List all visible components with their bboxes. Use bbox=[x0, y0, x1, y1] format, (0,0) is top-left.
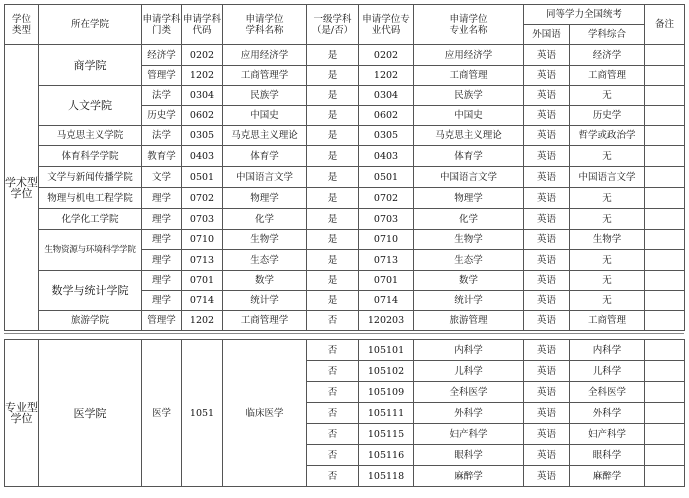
data-cell: 数学 bbox=[414, 271, 524, 291]
data-cell: 英语 bbox=[524, 340, 570, 361]
data-cell: 内科学 bbox=[570, 340, 645, 361]
data-cell: 管理学 bbox=[142, 311, 182, 331]
data-cell: 英语 bbox=[524, 403, 570, 424]
header-major-code: 申请学位专 业代码 bbox=[359, 5, 414, 45]
remarks-cell bbox=[645, 250, 685, 271]
header-discipline-category: 申请学科 门类 bbox=[142, 5, 182, 45]
remarks-cell bbox=[645, 445, 685, 466]
data-cell: 生物学 bbox=[570, 230, 645, 250]
data-cell: 生态学 bbox=[223, 250, 307, 271]
college-cell: 马克思主义学院 bbox=[39, 126, 142, 146]
data-cell: 是 bbox=[307, 209, 359, 230]
header-degree-type: 学位 类型 bbox=[5, 5, 39, 45]
data-cell: 体育学 bbox=[414, 146, 524, 167]
data-cell: 马克思主义理论 bbox=[223, 126, 307, 146]
college-cell: 医学院 bbox=[39, 340, 142, 487]
data-cell: 0703 bbox=[359, 209, 414, 230]
data-cell: 文学 bbox=[142, 167, 182, 188]
data-cell: 理学 bbox=[142, 271, 182, 291]
data-cell: 105109 bbox=[359, 382, 414, 403]
data-cell: 0701 bbox=[359, 271, 414, 291]
data-cell: 无 bbox=[570, 291, 645, 311]
data-cell: 生物学 bbox=[414, 230, 524, 250]
data-cell: 外科学 bbox=[414, 403, 524, 424]
academic-row bbox=[5, 167, 685, 188]
degree-type-academic: 学术型 学位 bbox=[5, 45, 39, 331]
remarks-cell bbox=[645, 86, 685, 106]
data-cell: 无 bbox=[570, 146, 645, 167]
data-cell: 0702 bbox=[182, 188, 223, 209]
data-cell: 0501 bbox=[182, 167, 223, 188]
data-cell: 0304 bbox=[182, 86, 223, 106]
college-cell: 体育科学学院 bbox=[39, 146, 142, 167]
data-cell: 理学 bbox=[142, 209, 182, 230]
data-cell: 英语 bbox=[524, 167, 570, 188]
data-cell: 0602 bbox=[182, 106, 223, 126]
data-cell: 理学 bbox=[142, 188, 182, 209]
data-cell: 1202 bbox=[359, 66, 414, 86]
data-cell: 是 bbox=[307, 271, 359, 291]
data-cell: 统计学 bbox=[223, 291, 307, 311]
academic-row bbox=[5, 230, 685, 250]
data-cell: 0710 bbox=[182, 230, 223, 250]
remarks-cell bbox=[645, 188, 685, 209]
data-cell: 105101 bbox=[359, 340, 414, 361]
section-divider bbox=[4, 333, 684, 334]
data-cell: 无 bbox=[570, 86, 645, 106]
data-cell: 体育学 bbox=[223, 146, 307, 167]
college-cell: 文学与新闻传播学院 bbox=[39, 167, 142, 188]
data-cell: 旅游管理 bbox=[414, 311, 524, 331]
data-cell: 法学 bbox=[142, 86, 182, 106]
data-cell: 否 bbox=[307, 340, 359, 361]
header-subject-comprehensive: 学科综合 bbox=[570, 25, 645, 45]
data-cell: 否 bbox=[307, 424, 359, 445]
data-cell: 哲学或政治学 bbox=[570, 126, 645, 146]
data-cell: 化学 bbox=[223, 209, 307, 230]
data-cell: 英语 bbox=[524, 230, 570, 250]
remarks-cell bbox=[645, 403, 685, 424]
data-cell: 历史学 bbox=[570, 106, 645, 126]
data-cell: 英语 bbox=[524, 311, 570, 331]
data-cell: 数学 bbox=[223, 271, 307, 291]
data-cell: 0702 bbox=[359, 188, 414, 209]
data-cell: 英语 bbox=[524, 291, 570, 311]
college-cell: 物理与机电工程学院 bbox=[39, 188, 142, 209]
remarks-cell bbox=[645, 382, 685, 403]
data-cell: 105111 bbox=[359, 403, 414, 424]
data-cell: 统计学 bbox=[414, 291, 524, 311]
data-cell: 法学 bbox=[142, 126, 182, 146]
remarks-cell bbox=[645, 45, 685, 66]
remarks-cell bbox=[645, 291, 685, 311]
data-cell: 理学 bbox=[142, 250, 182, 271]
data-cell: 眼科学 bbox=[570, 445, 645, 466]
data-cell: 中国史 bbox=[223, 106, 307, 126]
data-cell: 0202 bbox=[182, 45, 223, 66]
data-cell: 105118 bbox=[359, 466, 414, 487]
data-cell: 英语 bbox=[524, 66, 570, 86]
academic-row bbox=[5, 311, 685, 331]
degree-type-professional: 专业型 学位 bbox=[5, 340, 39, 487]
data-cell: 理学 bbox=[142, 230, 182, 250]
remarks-cell bbox=[645, 66, 685, 86]
data-cell: 是 bbox=[307, 66, 359, 86]
data-cell: 英语 bbox=[524, 445, 570, 466]
data-cell: 儿科学 bbox=[570, 361, 645, 382]
header-degree-name: 申请学位 学科名称 bbox=[223, 5, 307, 45]
data-cell: 是 bbox=[307, 230, 359, 250]
data-cell: 120203 bbox=[359, 311, 414, 331]
academic-row bbox=[5, 209, 685, 230]
data-cell: 是 bbox=[307, 86, 359, 106]
data-cell: 内科学 bbox=[414, 340, 524, 361]
remarks-cell bbox=[645, 361, 685, 382]
degree-name-cell: 临床医学 bbox=[223, 340, 307, 487]
data-cell: 否 bbox=[307, 445, 359, 466]
data-cell: 0713 bbox=[359, 250, 414, 271]
data-cell: 0602 bbox=[359, 106, 414, 126]
data-cell: 工商管理 bbox=[570, 66, 645, 86]
data-cell: 0202 bbox=[359, 45, 414, 66]
data-cell: 0710 bbox=[359, 230, 414, 250]
data-cell: 无 bbox=[570, 209, 645, 230]
header-college: 所在学院 bbox=[39, 5, 142, 45]
header-foreign-language: 外国语 bbox=[524, 25, 570, 45]
data-cell: 英语 bbox=[524, 382, 570, 403]
academic-row bbox=[5, 188, 685, 209]
data-cell: 生态学 bbox=[414, 250, 524, 271]
data-cell: 0714 bbox=[182, 291, 223, 311]
header-equiv-exam: 同等学力全国统考 bbox=[524, 5, 645, 25]
data-cell: 历史学 bbox=[142, 106, 182, 126]
data-cell: 理学 bbox=[142, 291, 182, 311]
remarks-cell bbox=[645, 146, 685, 167]
data-cell: 是 bbox=[307, 45, 359, 66]
data-cell: 马克思主义理论 bbox=[414, 126, 524, 146]
data-cell: 工商管理学 bbox=[223, 311, 307, 331]
data-cell: 英语 bbox=[524, 126, 570, 146]
college-cell: 生物资源与环境科学学院 bbox=[39, 230, 142, 271]
discipline-code-cell: 1051 bbox=[182, 340, 223, 487]
data-cell: 英语 bbox=[524, 250, 570, 271]
data-cell: 外科学 bbox=[570, 403, 645, 424]
data-cell: 工商管理 bbox=[414, 66, 524, 86]
remarks-cell bbox=[645, 424, 685, 445]
data-cell: 应用经济学 bbox=[414, 45, 524, 66]
data-cell: 是 bbox=[307, 250, 359, 271]
data-cell: 0304 bbox=[359, 86, 414, 106]
data-cell: 妇产科学 bbox=[414, 424, 524, 445]
college-cell: 旅游学院 bbox=[39, 311, 142, 331]
data-cell: 英语 bbox=[524, 146, 570, 167]
data-cell: 否 bbox=[307, 403, 359, 424]
data-cell: 0305 bbox=[359, 126, 414, 146]
data-cell: 全科医学 bbox=[414, 382, 524, 403]
data-cell: 眼科学 bbox=[414, 445, 524, 466]
data-cell: 中国语言文学 bbox=[414, 167, 524, 188]
remarks-cell bbox=[645, 230, 685, 250]
data-cell: 英语 bbox=[524, 271, 570, 291]
header-major-name: 申请学位 专业名称 bbox=[414, 5, 524, 45]
header-first-level: 一级学科 （是/否） bbox=[307, 5, 359, 45]
data-cell: 0403 bbox=[182, 146, 223, 167]
data-cell: 0701 bbox=[182, 271, 223, 291]
remarks-cell bbox=[645, 209, 685, 230]
academic-row bbox=[5, 146, 685, 167]
data-cell: 0305 bbox=[182, 126, 223, 146]
data-cell: 民族学 bbox=[223, 86, 307, 106]
academic-row bbox=[5, 86, 685, 106]
college-cell: 化学化工学院 bbox=[39, 209, 142, 230]
data-cell: 物理学 bbox=[223, 188, 307, 209]
data-cell: 是 bbox=[307, 188, 359, 209]
data-cell: 英语 bbox=[524, 424, 570, 445]
data-cell: 管理学 bbox=[142, 66, 182, 86]
college-cell: 数学与统计学院 bbox=[39, 271, 142, 311]
data-cell: 0501 bbox=[359, 167, 414, 188]
remarks-cell bbox=[645, 167, 685, 188]
data-cell: 生物学 bbox=[223, 230, 307, 250]
data-cell: 否 bbox=[307, 361, 359, 382]
college-cell: 商学院 bbox=[39, 45, 142, 86]
data-cell: 0713 bbox=[182, 250, 223, 271]
remarks-cell bbox=[645, 466, 685, 487]
header-remarks: 备注 bbox=[645, 5, 685, 45]
data-cell: 是 bbox=[307, 146, 359, 167]
header-discipline-code: 申请学科 代码 bbox=[182, 5, 223, 45]
data-cell: 经济学 bbox=[142, 45, 182, 66]
data-cell: 麻醉学 bbox=[570, 466, 645, 487]
data-cell: 0714 bbox=[359, 291, 414, 311]
data-cell: 工商管理学 bbox=[223, 66, 307, 86]
data-cell: 物理学 bbox=[414, 188, 524, 209]
data-cell: 英语 bbox=[524, 106, 570, 126]
data-cell: 否 bbox=[307, 382, 359, 403]
data-cell: 英语 bbox=[524, 86, 570, 106]
data-cell: 工商管理 bbox=[570, 311, 645, 331]
professional-row bbox=[5, 340, 685, 361]
data-cell: 英语 bbox=[524, 361, 570, 382]
data-cell: 教育学 bbox=[142, 146, 182, 167]
data-cell: 全科医学 bbox=[570, 382, 645, 403]
remarks-cell bbox=[645, 126, 685, 146]
data-cell: 麻醉学 bbox=[414, 466, 524, 487]
data-cell: 是 bbox=[307, 167, 359, 188]
college-cell: 人文学院 bbox=[39, 86, 142, 126]
data-cell: 105115 bbox=[359, 424, 414, 445]
data-cell: 妇产科学 bbox=[570, 424, 645, 445]
professional-degree-table bbox=[4, 339, 685, 487]
data-cell: 是 bbox=[307, 106, 359, 126]
header-row bbox=[5, 5, 685, 25]
data-cell: 0403 bbox=[359, 146, 414, 167]
data-cell: 无 bbox=[570, 188, 645, 209]
data-cell: 否 bbox=[307, 311, 359, 331]
data-cell: 1202 bbox=[182, 311, 223, 331]
data-cell: 105116 bbox=[359, 445, 414, 466]
remarks-cell bbox=[645, 311, 685, 331]
data-cell: 英语 bbox=[524, 188, 570, 209]
data-cell: 是 bbox=[307, 291, 359, 311]
academic-row bbox=[5, 126, 685, 146]
data-cell: 1202 bbox=[182, 66, 223, 86]
data-cell: 中国语言文学 bbox=[570, 167, 645, 188]
data-cell: 中国史 bbox=[414, 106, 524, 126]
data-cell: 105102 bbox=[359, 361, 414, 382]
remarks-cell bbox=[645, 106, 685, 126]
discipline-category-cell: 医学 bbox=[142, 340, 182, 487]
data-cell: 否 bbox=[307, 466, 359, 487]
data-cell: 0703 bbox=[182, 209, 223, 230]
data-cell: 儿科学 bbox=[414, 361, 524, 382]
data-cell: 是 bbox=[307, 126, 359, 146]
data-cell: 经济学 bbox=[570, 45, 645, 66]
data-cell: 无 bbox=[570, 271, 645, 291]
data-cell: 英语 bbox=[524, 209, 570, 230]
academic-degree-table bbox=[4, 4, 685, 331]
data-cell: 英语 bbox=[524, 45, 570, 66]
data-cell: 民族学 bbox=[414, 86, 524, 106]
remarks-cell bbox=[645, 271, 685, 291]
data-cell: 无 bbox=[570, 250, 645, 271]
data-cell: 化学 bbox=[414, 209, 524, 230]
remarks-cell bbox=[645, 340, 685, 361]
data-cell: 英语 bbox=[524, 466, 570, 487]
data-cell: 应用经济学 bbox=[223, 45, 307, 66]
data-cell: 中国语言文学 bbox=[223, 167, 307, 188]
academic-row bbox=[5, 271, 685, 291]
academic-row bbox=[5, 45, 685, 66]
